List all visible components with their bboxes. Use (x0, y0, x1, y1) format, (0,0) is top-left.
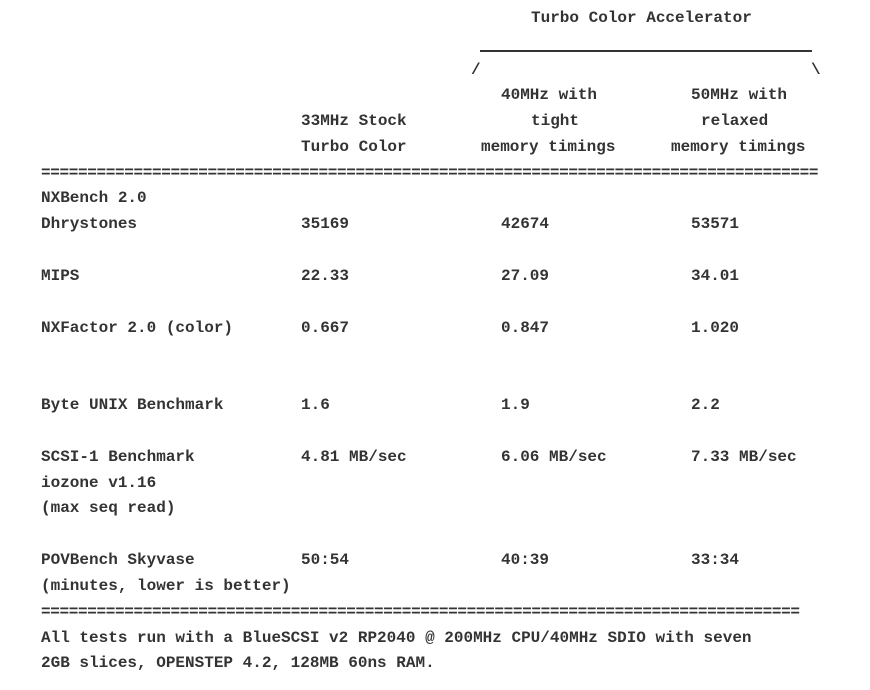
row-nxbench-label-line2: Dhrystones (41, 215, 138, 233)
row-mips-value-40mhz: 27.09 (501, 267, 550, 285)
table-rule-bottom: ================================================================================== (41, 603, 800, 621)
group-title: Turbo Color Accelerator (531, 9, 752, 27)
footnote-line2: 2GB slices, OPENSTEP 4.2, 128MB 60ns RAM. (41, 654, 435, 672)
row-nxfactor-value-40mhz: 0.847 (501, 319, 550, 337)
row-scsi-label-line3: (max seq read) (41, 499, 176, 517)
row-byte-unix-value-33mhz: 1.6 (301, 396, 330, 414)
row-povbench-label-line1: POVBench Skyvase (41, 551, 195, 569)
row-scsi-label-line2: iozone v1.16 (41, 474, 157, 492)
col2-header-line3: memory timings (481, 138, 616, 156)
row-nxbench-label-line1: NXBench 2.0 (41, 189, 147, 207)
row-povbench-value-33mhz: 50:54 (301, 551, 350, 569)
row-nxbench-value-40mhz: 42674 (501, 215, 550, 233)
row-byte-unix-value-40mhz: 1.9 (501, 396, 530, 414)
col2-header-line2: tight (531, 112, 580, 130)
row-nxfactor-label: NXFactor 2.0 (color) (41, 319, 234, 337)
row-povbench-value-50mhz: 33:34 (691, 551, 740, 569)
row-scsi-value-50mhz: 7.33 MB/sec (691, 448, 797, 466)
row-nxfactor-value-33mhz: 0.667 (301, 319, 350, 337)
row-mips-label: MIPS (41, 267, 80, 285)
footnote-line1: All tests run with a BlueSCSI v2 RP2040 @ 200MHz CPU/40MHz SDIO with seven (41, 629, 752, 647)
group-bracket-line (480, 50, 812, 52)
row-byte-unix-label: Byte UNIX Benchmark (41, 396, 224, 414)
col3-header-line3: memory timings (671, 138, 806, 156)
row-mips-value-33mhz: 22.33 (301, 267, 350, 285)
group-bracket-right: \ (811, 61, 821, 79)
row-nxbench-value-33mhz: 35169 (301, 215, 350, 233)
col3-header-line1: 50MHz with (691, 86, 788, 104)
group-bracket-left: / (471, 61, 481, 79)
row-povbench-value-40mhz: 40:39 (501, 551, 550, 569)
row-scsi-label-line1: SCSI-1 Benchmark (41, 448, 195, 466)
table-rule-top: ==================================================================================== (41, 164, 819, 182)
row-scsi-value-33mhz: 4.81 MB/sec (301, 448, 407, 466)
col1-header-line1: 33MHz Stock (301, 112, 407, 130)
row-povbench-label-line2: (minutes, lower is better) (41, 577, 291, 595)
row-byte-unix-value-50mhz: 2.2 (691, 396, 720, 414)
row-mips-value-50mhz: 34.01 (691, 267, 740, 285)
row-scsi-value-40mhz: 6.06 MB/sec (501, 448, 607, 466)
row-nxbench-value-50mhz: 53571 (691, 215, 740, 233)
col1-header-line2: Turbo Color (301, 138, 407, 156)
col3-header-line2: relaxed (701, 112, 769, 130)
col2-header-line1: 40MHz with (501, 86, 598, 104)
row-nxfactor-value-50mhz: 1.020 (691, 319, 740, 337)
